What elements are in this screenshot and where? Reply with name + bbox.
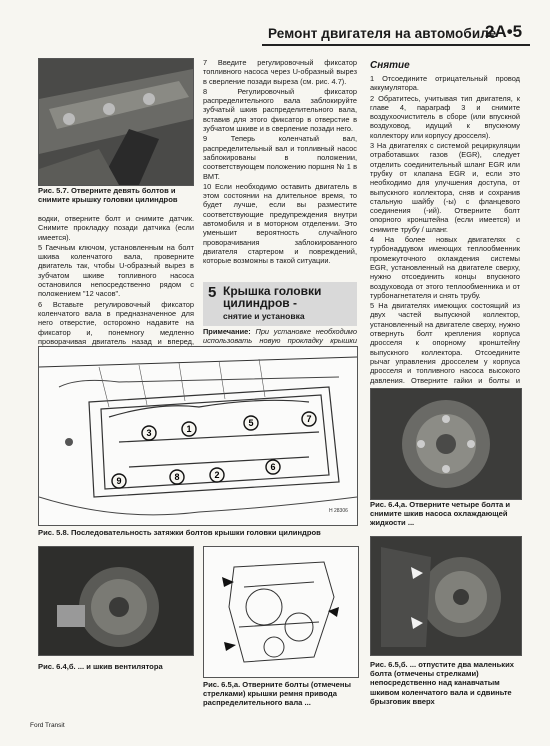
section-subtitle: снятие и установка bbox=[223, 311, 305, 321]
photo-fig-5-7 bbox=[38, 58, 194, 186]
bolt-number: 8 bbox=[174, 472, 180, 482]
page-header-title: Ремонт двигателя на автомобиле bbox=[268, 26, 497, 41]
middle-column-text bbox=[203, 58, 357, 267]
bolt-number: 5 bbox=[248, 418, 254, 428]
right-para: 4 На более новых двигателях с турбонаддувом имеющих теплообменник промежуточного охлаждения системы EGR, установленный на двигателе сверху, нужно отсоединить концы впускного воздуховода от этого теплообменника и от турбонагнетателя и снять трубу. bbox=[370, 235, 520, 300]
caption-fig-5-8: Рис. 5.8. Последовательность затяжки болтов крышки головки цилиндров bbox=[38, 528, 321, 537]
header-rule bbox=[262, 44, 530, 46]
bolt-marker-6 bbox=[266, 460, 280, 474]
bolt-number: 9 bbox=[116, 476, 122, 486]
bolt-marker-2 bbox=[210, 468, 224, 482]
mid-para: 9 Теперь коленчатый вал, распределительный вал и топливный насос заблокированы в положении, соответствующем положению поршня № 1 в ВМТ. bbox=[203, 134, 357, 181]
section-title-line2: цилиндров - bbox=[223, 296, 297, 310]
caption-fig-6-4a: Рис. 6.4,а. Отверните четыре болта и снимите шкив насоса охлаждающей жидкости ... bbox=[370, 500, 511, 528]
diagram-ref: H 28306 bbox=[329, 508, 348, 514]
drawing-fig-6-5a bbox=[203, 546, 359, 678]
caption-fig-6-4b: Рис. 6.4,б. ... и шкив вентилятора bbox=[38, 662, 163, 671]
section-title-line1: Крышка головки bbox=[223, 284, 322, 298]
diagram-fig-5-8 bbox=[38, 346, 358, 526]
note-text: При установке необходимо использовать новую прокладку крышки bbox=[203, 327, 357, 346]
bolt-marker-1 bbox=[182, 422, 196, 436]
bolt-marker-8 bbox=[170, 470, 184, 484]
photo-fig-6-4b bbox=[38, 546, 194, 656]
mid-para: 7 Введите регулировочный фиксатор топливного насоса через U-образный вырез в сверление позади выреза (см. рис. 4.7). bbox=[203, 58, 357, 86]
page-footer: Ford Transit bbox=[30, 722, 65, 729]
caption-fig-6-5a: Рис. 6.5,а. Отверните болты (отмечены стрелками) крышки ремня привода распределительного вала ... bbox=[203, 680, 351, 708]
left-para: 6 Вставьте регулировочный фиксатор коленчатого вала в предназначенное для него отверстие, осторожно надавите на фиксатор и, понемногу медленно проворачивая двигатель назад и вперед, bbox=[38, 299, 194, 346]
bolt-marker-3 bbox=[142, 426, 156, 440]
right-para: 5 На двигателях имеющих состоящий из двух частей выпускной коллектор, установленный на двигателе сверху, нужно отвернуть болт крепления корпуса дросселя к опорному кронштейну выпускного коллектора. Отсоедините рычаг управления дросселем у корпуса дросселя и топливного насоса высокого давления. Отверните гайки и болты и bbox=[370, 301, 520, 385]
bolt-marker-7 bbox=[302, 412, 316, 426]
right-para: 2 Обратитесь, учитывая тип двигателя, к главе 4, параграф 3 и снимите воздухоочиститель в сборе (или впускной воздуховод, идущий к впускному коллектору или корпусу дросселя). bbox=[370, 93, 520, 140]
page-number: 2A•5 bbox=[485, 22, 523, 41]
caption-fig-5-7: Рис. 5.7. Отверните девять болтов и снимите крышку головки цилиндров bbox=[38, 186, 178, 205]
bolt-marker-4 bbox=[65, 438, 73, 446]
mid-para: 10 Если необходимо оставить двигатель в этом состоянии на длительное время, то будет лучше, если вы разместите соответствующие предупреждения внутри автомобиля и в моторном отделении. Это уменьшит вероятность случайного проворачивания заблокированного двигателя стартером и повреждений, которые возможны в такой ситуации. bbox=[203, 181, 357, 266]
bolt-marker-5 bbox=[244, 416, 258, 430]
bolt-number: 1 bbox=[186, 424, 192, 434]
mid-para: 8 Регулировочный фиксатор распределительного вала заблокируйте зубчатый шкив распределительного вала, вставив для этого фиксатор в отверстие в зубчатом шкиве и в сверление позади него. bbox=[203, 86, 357, 134]
note-label: Примечание: bbox=[203, 327, 251, 336]
right-column-heading: Снятие bbox=[370, 60, 410, 71]
photo-fig-6-5b bbox=[370, 536, 522, 656]
bolt-number: 7 bbox=[306, 414, 312, 424]
right-para: 3 На двигателях с системой рециркуляции отработавших газов (EGR), следует отделить соединительный шланг EGR или трубку от клапана EGR и, если это необходимо для улучшения доступа, от выпускного коллектора, сняв и сохранив стальную шайбу (-ы) с фланцевого соединения (-ий). Отверните болт опорного кронштейна (если имеется) и снимите трубу / шланг. bbox=[370, 141, 520, 234]
caption-fig-6-5b: Рис. 6.5,б. ... отпустите два маленьких болта (отмечены стрелками) непосредственно над канавчатым шкивом коленчатого вала и сдвиньте брызговик вверх bbox=[370, 660, 514, 706]
section-5-heading bbox=[203, 282, 357, 326]
bolt-number: 6 bbox=[270, 462, 276, 472]
left-para: 5 Гаечным ключом, установленным на болт шкива коленчатого вала, проверните двигатель так, чтобы U-образный вырез в зубчатом шкиве топливного насоса остановился непосредственно рядом с положением "12 часов". bbox=[38, 242, 194, 299]
left-para: водки, отверните болт и снимите датчик. Снимите прокладку позади датчика (если имеется). bbox=[38, 214, 194, 242]
section-number: 5 bbox=[208, 284, 217, 301]
bolt-number: 3 bbox=[146, 428, 152, 438]
bolt-number: 2 bbox=[214, 470, 220, 480]
bolt-marker-9 bbox=[112, 474, 126, 488]
photo-fig-6-4a bbox=[370, 388, 522, 500]
right-para: 1 Отсоедините отрицательный провод аккумулятора. bbox=[370, 74, 520, 93]
